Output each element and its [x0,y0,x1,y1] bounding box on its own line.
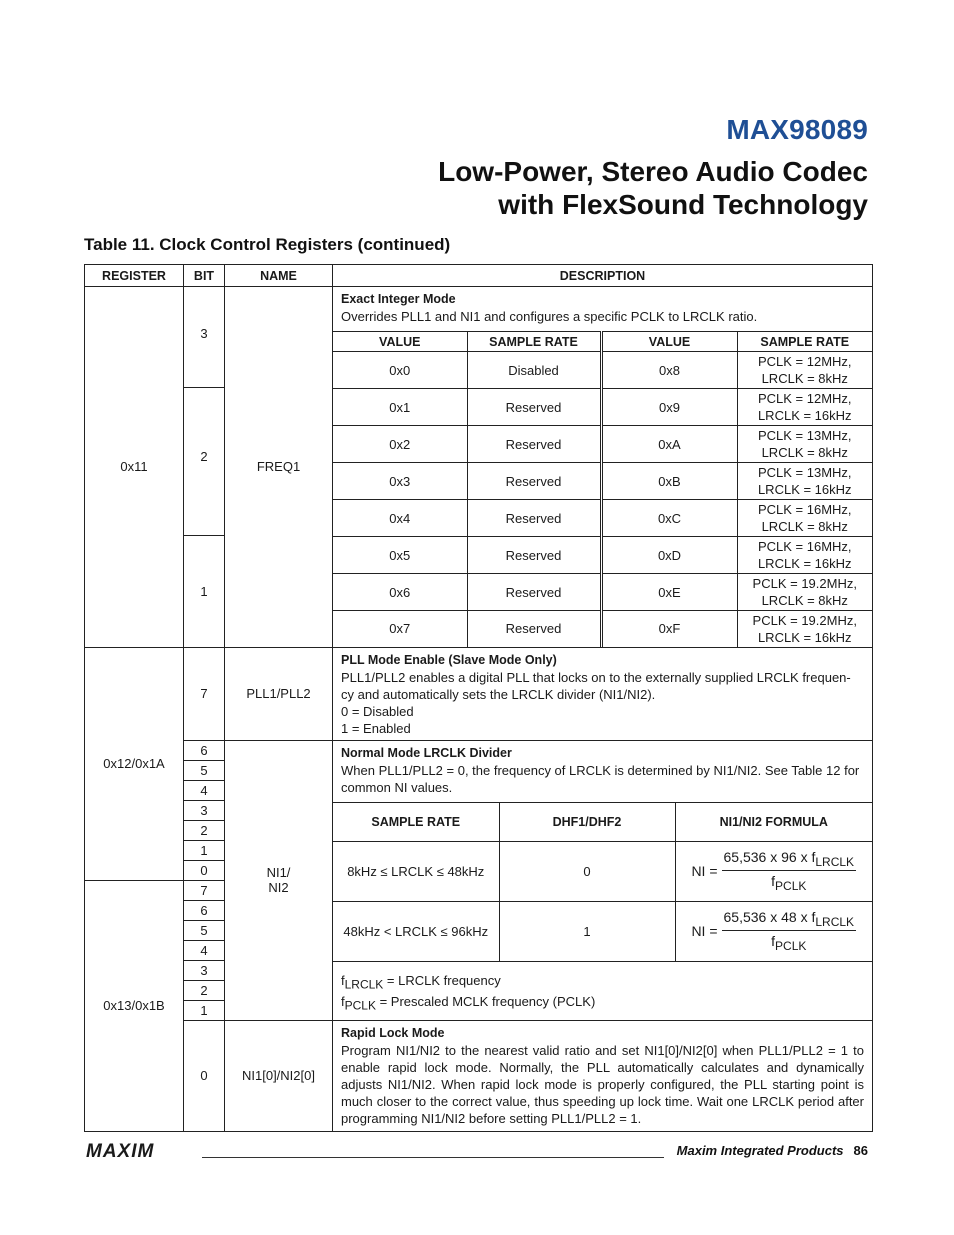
description-text: Program NI1/NI2 to the nearest valid ratio and set NI1[0]/NI2[0] when PLL1/PLL2 = 1 to enable rapid lock mode. Normally, the PLL automatically calculates and dynamically adjusts NI1/NI2. When rapid lock mode is properly configured, the PLL starting point is much closer to the correct value, thus speeding up lock time. Wait one LRCLK period after programming NI1/NI2 before setting PLL1/PLL2 = 1. [341,1042,864,1126]
sample-rate-cell [737,426,872,463]
sample-rate-line: LRCLK = 16kHz [757,556,852,571]
note-text: = Prescaled MCLK frequency (PCLK) [375,994,596,1010]
formula-cell [675,841,872,901]
sub-header-sample-rate: SAMPLE RATE [737,332,872,352]
subtitle-line-1: Low-Power, Stereo Audio Codec [438,156,868,187]
sample-rate-line: LRCLK = 16kHz [757,408,852,423]
description-text: cy and automatically sets the LRCLK divider (NI1/NI2). [341,686,656,702]
col-header-name: NAME [225,265,333,287]
sample-rate-line: PCLK = 19.2MHz, [752,576,857,591]
sub-header-value: VALUE [601,332,737,352]
denominator-subscript: PCLK [775,878,807,893]
name-cell: NI1[0]/NI2[0] [225,1020,333,1131]
formula-lhs: NI = [691,863,718,879]
name-cell: FREQ1 [225,287,333,648]
sub-header-sample-rate: SAMPLE RATE [467,332,601,352]
name-line: NI2 [268,880,289,895]
denominator-text: f [771,873,776,889]
formula-cell [675,901,872,961]
sample-rate-cell [737,389,872,426]
sample-rate-cell: Reserved [467,500,601,537]
company-name: Maxim Integrated Products [676,1143,844,1158]
bit-cell: 3 [184,960,225,980]
formula-denominator [771,871,806,893]
sample-rate-cell [737,611,872,647]
description-cell [333,287,873,648]
formula-denominator [771,931,806,953]
value-cell: 0xC [601,500,737,537]
note-pclk [341,993,864,1015]
numerator-subscript: LRCLK [815,915,855,929]
note-subscript: PCLK [344,998,376,1013]
sample-rate-cell: Reserved [467,537,601,574]
ni-formula-table [333,802,872,962]
bit-cell: 5 [184,920,225,940]
bit-cell: 3 [184,800,225,820]
footer [677,1143,868,1158]
register-cell: 0x11 [85,287,184,648]
ni-formula [691,849,856,893]
value-cell: 0x9 [601,389,737,426]
numerator-text: 65,536 x 48 x f [723,909,816,926]
sample-rate-line: PCLK = 19.2MHz, [752,612,857,628]
sample-rate-line: PCLK = 12MHz, [757,354,852,369]
description-title: Exact Integer Mode [341,292,456,306]
value-cell: 0xF [601,611,737,647]
value-cell: 0x2 [333,426,467,463]
sample-rate-line: LRCLK = 8kHz [761,593,848,608]
sample-rate-line: PCLK = 16MHz, [757,539,852,554]
sample-rate-cell: 48kHz < LRCLK ≤ 96kHz [333,901,499,961]
name-cell: PLL1/PLL2 [225,647,333,740]
bit-cell: 6 [184,740,225,760]
value-cell: 0x1 [333,389,467,426]
numerator-subscript: LRCLK [815,855,855,869]
bit-cell: 1 [184,840,225,860]
bit-cell: 3 [184,287,225,388]
sample-rate-line: LRCLK = 16kHz [757,482,852,497]
dhf-cell: 0 [499,841,675,901]
formula-lhs: NI = [691,923,718,939]
value-cell: 0xB [601,463,737,500]
name-cell [225,740,333,1020]
bit-cell: 4 [184,780,225,800]
sample-rate-cell: Reserved [467,574,601,611]
sample-rate-cell: Reserved [467,389,601,426]
sample-rate-cell: 8kHz ≤ LRCLK ≤ 48kHz [333,841,499,901]
sample-rate-line: LRCLK = 16kHz [757,629,852,645]
sample-rate-cell [737,352,872,389]
bit-cell: 0 [184,860,225,880]
sample-rate-line: PCLK = 13MHz, [757,465,852,480]
sample-rate-cell: Reserved [467,463,601,500]
register-cell: 0x13/0x1B [85,880,184,1131]
description-title: PLL Mode Enable (Slave Mode Only) [341,652,557,667]
freq1-value-table [333,331,872,647]
document-subtitle [168,155,868,221]
value-cell: 0x8 [601,352,737,389]
bit-cell: 5 [184,760,225,780]
description-text: Overrides PLL1 and NI1 and configures a specific PCLK to LRCLK ratio. [341,309,758,324]
sample-rate-line: LRCLK = 8kHz [761,519,848,534]
maxim-logo [84,1141,196,1166]
bit-cell: 7 [184,647,225,740]
sample-rate-line: PCLK = 12MHz, [757,391,852,406]
col-header-description: DESCRIPTION [333,265,873,287]
value-cell: 0x0 [333,352,467,389]
note-subscript: LRCLK [344,977,384,992]
ni-formula [691,909,856,953]
sample-rate-cell: Reserved [467,611,601,647]
bit-cell: 2 [184,388,225,536]
bit-cell: 6 [184,900,225,920]
bit-cell: 0 [184,1020,225,1131]
ni-header-formula: NI1/NI2 FORMULA [675,802,872,841]
ni-header-sample-rate: SAMPLE RATE [333,802,499,841]
table-caption: Table 11. Clock Control Registers (continued) [84,235,451,254]
formula-numerator [722,849,857,871]
ni-header-dhf: DHF1/DHF2 [499,802,675,841]
name-line: NI1/ [266,865,291,880]
dhf-cell: 1 [499,901,675,961]
description-cell [333,647,873,740]
numerator-text: 65,536 x 96 x f [723,849,816,866]
bit-cell: 2 [184,820,225,840]
sample-rate-cell [737,537,872,574]
page-number: 86 [853,1143,868,1158]
bit-cell: 7 [184,880,225,900]
description-cell [333,740,873,1020]
option-disabled: 0 = Disabled [341,703,414,719]
bit-cell: 2 [184,980,225,1000]
value-cell: 0xE [601,574,737,611]
clock-control-registers-table [84,264,872,1132]
note-text: = LRCLK frequency [383,972,501,988]
subtitle-line-2: with FlexSound Technology [498,189,868,220]
denominator-subscript: PCLK [775,938,807,953]
description-cell [333,1020,873,1131]
value-cell: 0x3 [333,463,467,500]
formula-numerator [722,909,857,931]
sample-rate-line: LRCLK = 8kHz [761,445,848,460]
sample-rate-cell [737,463,872,500]
col-header-register: REGISTER [85,265,184,287]
register-cell: 0x12/0x1A [85,647,184,880]
sub-header-value: VALUE [333,332,467,352]
footer-rule [202,1157,664,1158]
sample-rate-cell [737,500,872,537]
description-title: Normal Mode LRCLK Divider [341,745,512,760]
bit-cell: 1 [184,1000,225,1020]
sample-rate-line: LRCLK = 8kHz [761,371,848,386]
description-title: Rapid Lock Mode [341,1025,445,1040]
value-cell: 0x7 [333,611,467,647]
option-enabled: 1 = Enabled [341,720,411,736]
sample-rate-cell: Disabled [467,352,601,389]
logo-lettering: MAXIM [86,1141,155,1161]
note-symbol: f [341,972,345,988]
value-cell: 0xD [601,537,737,574]
bit-cell: 4 [184,940,225,960]
value-cell: 0x5 [333,537,467,574]
part-number: MAX98089 [726,114,868,145]
col-header-bit: BIT [184,265,225,287]
description-text: When PLL1/PLL2 = 0, the frequency of LRCLK is determined by NI1/NI2. See Table 12 for common NI values. [341,762,860,795]
sample-rate-line: PCLK = 13MHz, [757,428,852,443]
maxim-logo-mark [84,1141,196,1161]
denominator-text: f [771,933,776,949]
value-cell: 0x4 [333,500,467,537]
value-cell: 0xA [601,426,737,463]
description-text: PLL1/PLL2 enables a digital PLL that locks on to the externally supplied LRCLK frequen- [341,669,851,685]
value-cell: 0x6 [333,574,467,611]
sample-rate-cell: Reserved [467,426,601,463]
sample-rate-line: PCLK = 16MHz, [757,502,852,517]
bit-cell: 1 [184,536,225,647]
sample-rate-cell [737,574,872,611]
note-lrclk [341,972,864,994]
note-symbol: f [341,994,345,1010]
